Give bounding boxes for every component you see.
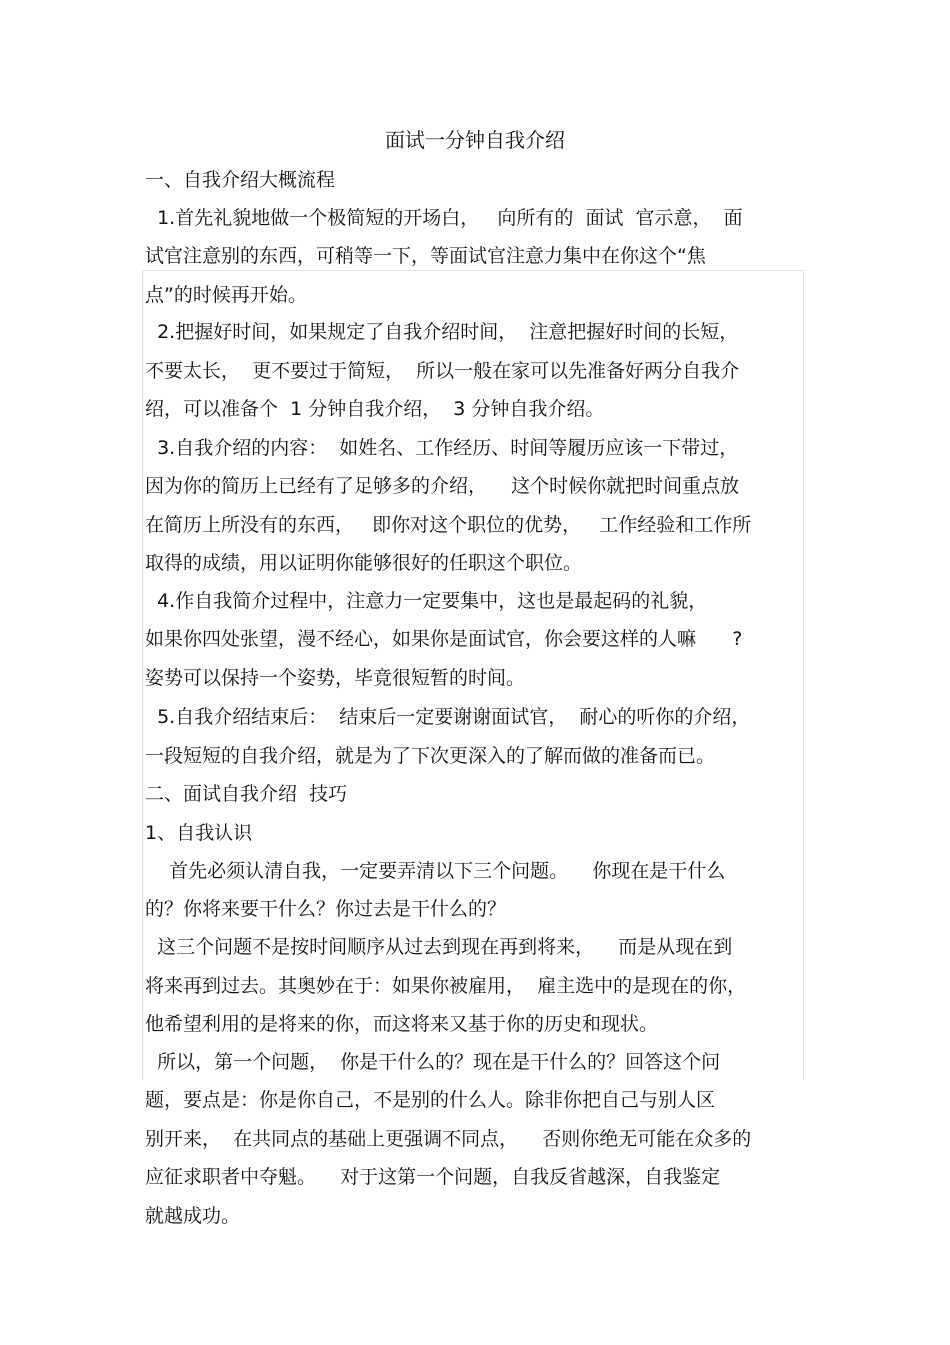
body-line: 绍，可以准备个 1 分钟自我介绍， 3 分钟自我介绍。 — [145, 398, 605, 420]
body-line: 点”的时候再开始。 — [145, 284, 307, 306]
body-line: 别开来， 在共同点的基础上更强调不同点， 否则你绝无可能在众多的 — [145, 1128, 752, 1150]
body-line: 3.自我介绍的内容： 如姓名、工作经历、时间等履历应该一下带过， — [145, 437, 739, 459]
body-line: 4.作自我简介过程中，注意力一定要集中，这也是最起码的礼貌， — [145, 590, 708, 612]
body-line: 题，要点是：你是你自己，不是别的什么人。除非你把自己与别人区 — [145, 1089, 716, 1111]
body-line: 不要太长， 更不要过于简短， 所以一般在家可以先准备好两分自我介 — [145, 360, 740, 382]
body-line: 他希望利用的是将来的你，而这将来又基于你的历史和现状。 — [145, 1013, 659, 1035]
body-line: 就越成功。 — [145, 1205, 241, 1227]
body-line: 将来再到过去。其奥妙在于：如果你被雇用， 雇主选中的是现在的你， — [145, 975, 747, 997]
body-line: 2.把握好时间，如果规定了自我介绍时间， 注意把握好时间的长短， — [145, 321, 739, 343]
body-line: 试官注意别的东西，可稍等一下，等面试官注意力集中在你这个“焦 — [145, 245, 706, 267]
body-line: 如果你四处张望，漫不经心，如果你是面试官，你会要这样的人嘛 ? — [145, 628, 743, 650]
page-title: 面试一分钟自我介绍 — [385, 128, 565, 152]
body-line: 一段短短的自我介绍，就是为了下次更深入的了解而做的准备而已。 — [145, 745, 716, 767]
body-line: 1、自我认识 — [145, 822, 253, 844]
body-line: 一、自我介绍大概流程 — [145, 169, 336, 191]
body-line: 姿势可以保持一个姿势，毕竟很短暂的时间。 — [145, 667, 526, 689]
body-line: 二、面试自我介绍 技巧 — [145, 783, 348, 805]
body-line: 取得的成绩，用以证明你能够很好的任职这个职位。 — [145, 552, 583, 574]
body-line: 因为你的简历上已经有了足够多的介绍， 这个时候你就把时间重点放 — [145, 475, 740, 497]
body-line: 1.首先礼貌地做一个极简短的开场白， 向所有的 面试 官示意， 面 — [145, 207, 743, 229]
body-line: 首先必须认清自我，一定要弄清以下三个问题。 你现在是干什么 — [145, 860, 726, 882]
body-line: 应征求职者中夺魁。 对于这第一个问题，自我反省越深，自我鉴定 — [145, 1166, 721, 1188]
body-line: 5.自我介绍结束后： 结束后一定要谢谢面试官， 耐心的听你的介绍， — [145, 706, 751, 728]
body-line: 在简历上所没有的东西， 即你对这个职位的优势， 工作经验和工作所 — [145, 514, 752, 536]
body-line: 的？你将来要干什么？你过去是干什么的？ — [145, 898, 507, 920]
body-line: 所以，第一个问题， 你是干什么的？现在是干什么的？回答这个问 — [145, 1051, 721, 1073]
body-line: 这三个问题不是按时间顺序从过去到现在再到将来， 而是从现在到 — [145, 936, 733, 958]
